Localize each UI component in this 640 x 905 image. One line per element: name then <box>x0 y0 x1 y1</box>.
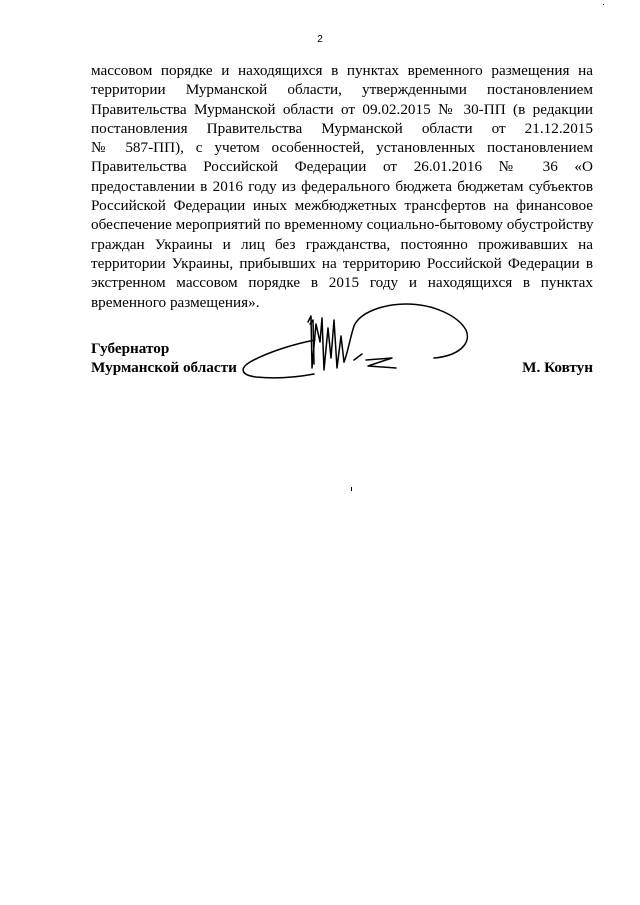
body-line: № 587-ПП), с учетом особенностей, установленных постановлением <box>91 139 593 157</box>
body-line: территории Мурманской области, утвержденными постановлением <box>91 81 593 99</box>
body-line: постановления Правительства Мурманской области от 21.12.2015 <box>91 119 593 137</box>
body-line: экстренном массовом порядке в 2015 году и находящихся в пунктах <box>91 274 593 292</box>
body-line: граждан Украины и лиц без гражданства, постоянно проживавших на <box>91 235 593 253</box>
signature-block <box>91 339 593 379</box>
body-paragraph <box>91 61 593 312</box>
body-line-last: временного размещения». <box>91 293 260 311</box>
page-number: 2 <box>317 34 323 45</box>
body-line: предоставлении в 2016 году из федерального бюджета бюджетам субъектов <box>91 177 593 195</box>
body-line: Правительства Российской Федерации от 26.01.2016 № 36 «О <box>91 158 593 176</box>
body-line: территории Украины, прибывших на территорию Российской Федерации в <box>91 254 593 272</box>
body-line: Российской Федерации иных межбюджетных трансфертов на финансовое <box>91 197 593 215</box>
signatory-title-line2: Мурманской области <box>91 359 237 376</box>
body-line: массовом порядке и находящихся в пунктах временного размещения на <box>91 62 593 79</box>
body-line: Правительства Мурманской области от 09.02.2015 № 30-ПП (в редакции <box>91 100 593 118</box>
signatory-title-line1: Губернатор <box>91 340 170 357</box>
body-line: обеспечение мероприятий по временному социально-бытовому обустройству <box>91 216 594 234</box>
signatory-name: М. Ковтун <box>522 359 593 376</box>
scan-speck <box>603 4 604 5</box>
scan-speck <box>351 487 352 491</box>
